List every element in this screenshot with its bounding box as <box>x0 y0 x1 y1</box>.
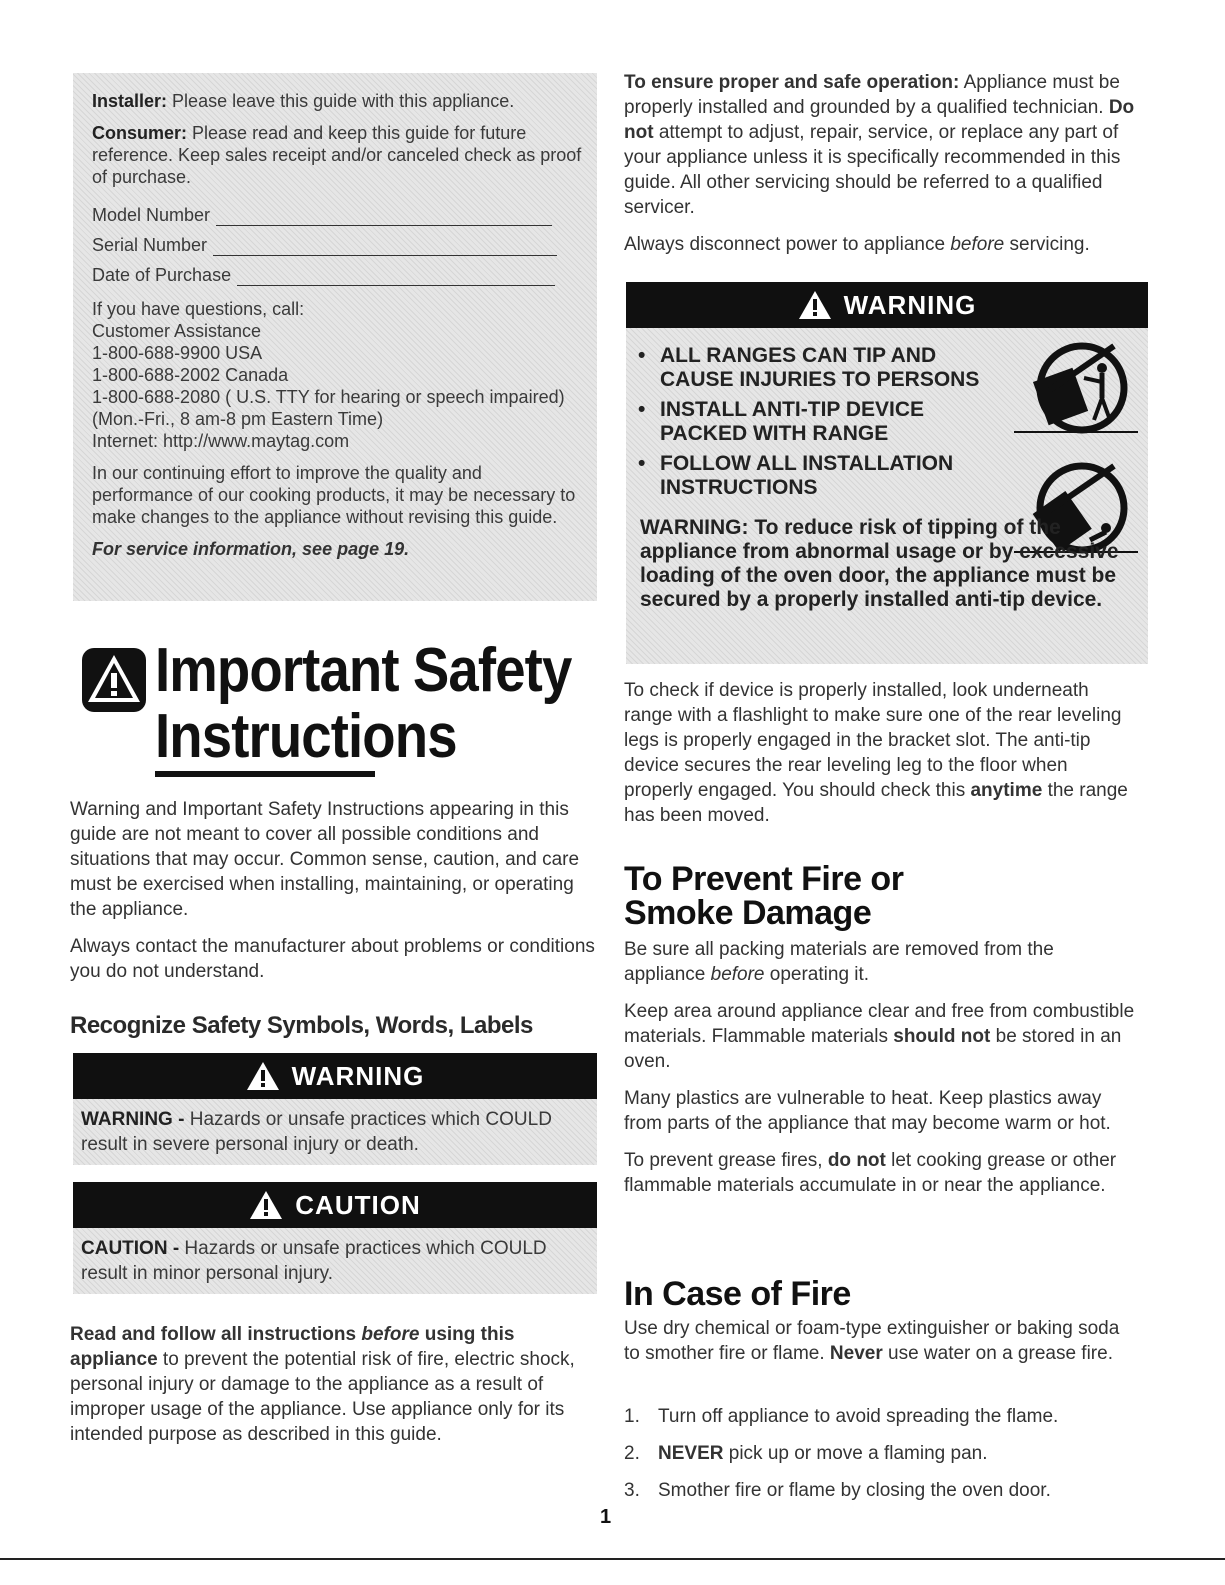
list-item: • FOLLOW ALL INSTALLATION INSTRUCTIONS <box>638 452 954 499</box>
warning-label-box: WARNING WARNING - Hazards or unsafe practices which COULD result in severe personal injury or death. <box>73 1053 597 1165</box>
list-item: • INSTALL ANTI-TIP DEVICE PACKED WITH RANGE <box>638 398 925 445</box>
case-of-fire-heading: In Case of Fire <box>624 1275 851 1313</box>
anti-tip-warning-bar: WARNING <box>626 282 1148 328</box>
caution-label-box: CAUTION CAUTION - Hazards or unsafe practices which COULD result in minor personal injury. <box>73 1182 597 1294</box>
page-number: 1 <box>600 1506 612 1528</box>
list-item: 3. Smother fire or flame by closing the oven door. <box>624 1480 1051 1501</box>
intro-text: Warning and Important Safety Instructions appearing in this guide are not meant to cover all possible conditions and situations that may occur. Common sense, caution, and care must be exercised when installing, maintaining, or operating the appliance. Always contact the manufacturer about problems or conditions you do not understand. <box>70 799 595 982</box>
prevent-fire-text: Be sure all packing materials are removed from the appliance before operating it. Keep area around appliance clear and free from combustible materials. Flammable materials should not be stored in an oven. Many plastics are vulnerable to heat. Keep plastics away from parts of the appliance that may become warm or hot. To prevent grease fires, do not let cooking grease or other flammable materials accumulate in or near the appliance. <box>624 939 1135 1196</box>
installer-info-box <box>73 73 597 601</box>
service-note: For service information, see page 19. <box>92 539 410 559</box>
list-item: 1. Turn off appliance to avoid spreading the flame. <box>624 1406 1059 1427</box>
warning-triangle-icon <box>80 646 148 714</box>
consumer-note: Consumer: Please read and keep this guide for future reference. Keep sales receipt and/or canceled check as proof of purchase. <box>92 123 582 187</box>
installer-note: Installer: Please leave this guide with this appliance. <box>92 91 515 111</box>
warning-triangle-icon <box>246 1061 280 1091</box>
prevent-fire-heading: To Prevent Fire or Smoke Damage <box>624 860 904 932</box>
ensure-operation-text: To ensure proper and safe operation: Appliance must be properly installed and grounded by a qualified technician. Do not attempt to adjust, repair, service, or replace any part of your appliance unless it is specifically recommended in this guide. All other servicing should be referred to a qualified servicer. Always disconnect power to appliance before servicing. <box>624 72 1135 255</box>
model-number-field[interactable]: Model Number <box>92 198 582 226</box>
anti-tip-warning-box <box>626 282 1148 664</box>
list-item: 2. NEVER pick up or move a flaming pan. <box>624 1443 988 1464</box>
anti-tip-list <box>638 344 1008 506</box>
case-of-fire-text: Use dry chemical or foam-type extinguisher or baking soda to smother fire or flame. Never use water on a grease fire. <box>624 1318 1120 1364</box>
caution-bar: CAUTION <box>73 1182 597 1228</box>
warning-triangle-icon <box>249 1190 283 1220</box>
warning-bar: WARNING <box>73 1053 597 1099</box>
warning-triangle-icon <box>798 290 832 320</box>
tipping-range-icon <box>1010 342 1140 442</box>
anti-tip-check-text: To check if device is properly installed, look underneath range with a flashlight to make sure one of the rear leveling legs is properly engaged in the bracket slot. The anti-tip device secures the rear leveling leg to the floor when properly engaged. You should check this anytime the range has been moved. <box>624 680 1128 826</box>
read-follow-text: Read and follow all instructions before using this appliance to prevent the potential risk of fire, electric shock, personal injury or damage to the appliance as a result of improper usage of the appliance. Use appliance only for its intended purpose as described in this guide. <box>70 1324 575 1445</box>
serial-number-field[interactable]: Serial Number <box>92 228 582 256</box>
fire-steps-list <box>624 1404 1139 1515</box>
anti-tip-warning-text: WARNING: To reduce risk of tipping of the appliance from abnormal usage or by excessive loading of the oven door, the appliance must be secured by a properly installed anti-tip device. <box>640 516 1119 611</box>
list-item: • ALL RANGES CAN TIP AND CAUSE INJURIES TO PERSONS <box>638 344 980 391</box>
recognize-heading: Recognize Safety Symbols, Words, Labels <box>70 1012 533 1039</box>
contact-info: If you have questions, call: Customer Assistance 1-800-688-9900 USA 1-800-688-2002 Canada 1-800-688-2080 ( U.S. TTY for hearing or speech impaired) (Mon.-Fri., 8 am-8 pm Eastern Time) Internet: http://www.maytag.com <box>92 299 565 451</box>
improvement-note: In our continuing effort to improve the quality and performance of our cooking products, it may be necessary to make changes to the appliance without revising this guide. <box>92 463 576 527</box>
date-of-purchase-field[interactable]: Date of Purchase <box>92 258 582 286</box>
title-underline <box>155 771 375 777</box>
page-bottom-rule <box>0 1558 1225 1560</box>
